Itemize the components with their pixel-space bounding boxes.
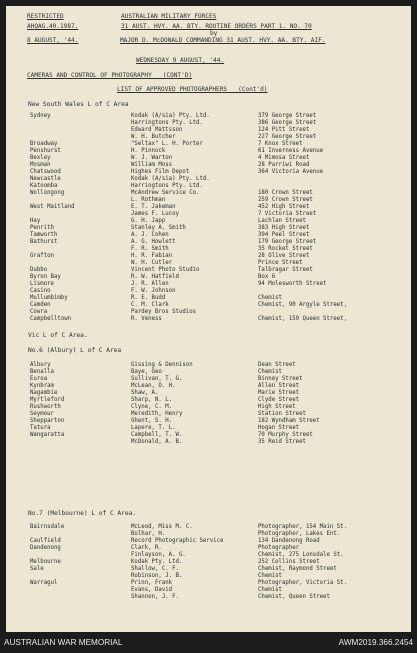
row-photographer: A. J. Cohen	[131, 232, 169, 238]
table-row	[6, 211, 411, 218]
row-place: Mullumbimby	[30, 295, 68, 301]
row-address: High Street	[258, 404, 296, 410]
row-place: Shepparton	[30, 418, 65, 424]
row-photographer: Campbell, T. W.	[131, 432, 183, 438]
row-photographer: Evans, David	[131, 587, 173, 593]
row-photographer: Vincent Photo Studio	[131, 267, 200, 273]
table-row	[6, 197, 411, 204]
row-photographer: Lapere, T. L.	[131, 425, 176, 431]
row-address: Chemist, Queen Street	[258, 594, 330, 600]
row-place: Camden	[30, 302, 51, 308]
table-row	[6, 148, 411, 155]
table-row	[6, 369, 411, 376]
table-row	[6, 383, 411, 390]
row-photographer: R. Veness	[131, 316, 162, 322]
archive-name: AUSTRALIAN WAR MEMORIAL	[4, 638, 123, 647]
row-photographer: Prinn, Frank	[131, 580, 173, 586]
row-place: Mosman	[30, 162, 51, 168]
row-place: Wangaratta	[30, 432, 65, 438]
row-address: 180 Crown Street	[258, 190, 313, 196]
row-photographer: Record Photographic Service	[131, 538, 224, 544]
table-row	[6, 425, 411, 432]
row-place: Sale	[30, 566, 44, 572]
reference-number: AHQAG.40.1987.	[27, 23, 79, 30]
row-address: Marie Street	[258, 390, 300, 396]
table-row	[6, 559, 411, 566]
table-row	[6, 362, 411, 369]
row-place: Broadway	[30, 141, 58, 147]
row-address: Photographer	[258, 545, 300, 551]
table-row	[6, 573, 411, 580]
row-address: Chemist, 159 Queen Street,	[258, 316, 348, 322]
row-photographer: Sullivan, T. G.	[131, 376, 183, 382]
row-place: Sydney	[30, 113, 51, 119]
table-row	[6, 190, 411, 197]
table-row	[6, 281, 411, 288]
row-photographer: Kodak (A/sia) Pty. Ltd.	[131, 176, 210, 182]
row-address: 134 Dandenong Road	[258, 538, 320, 544]
row-place: Melbourne	[30, 559, 61, 565]
row-address: 452 High Street	[258, 204, 310, 210]
row-photographer: Baye, Geo	[131, 369, 162, 375]
row-photographer: H. Pinnock	[131, 148, 166, 154]
table-row	[6, 302, 411, 309]
row-place: Casino	[30, 288, 51, 294]
document-page	[6, 6, 411, 632]
row-photographer: Clark, R.	[131, 545, 162, 551]
row-photographer: Edward Mattsson	[131, 127, 183, 133]
row-photographer: McDonald, A. B.	[131, 439, 183, 445]
row-place: Chatswood	[30, 169, 61, 175]
row-place: Katoomba	[30, 183, 58, 189]
row-address: Chemist, 90 Argyle Street,	[258, 302, 348, 308]
table-row	[6, 566, 411, 573]
section-title: No.7 (Melbourne) L of C Area.	[28, 510, 137, 517]
table-row	[6, 162, 411, 169]
row-address: 182 Wyndham Street	[258, 418, 320, 424]
table-row	[6, 411, 411, 418]
section-title: Vic L of C Area.	[28, 332, 88, 339]
table-row	[6, 439, 411, 446]
row-photographer: Pardey Bros Studios	[131, 309, 197, 315]
table-row	[6, 552, 411, 559]
row-place: Lismore	[30, 281, 54, 287]
table-row	[6, 418, 411, 425]
table-row	[6, 183, 411, 190]
table-row	[6, 432, 411, 439]
row-photographer: Kodak Pty. Ltd.	[131, 559, 183, 565]
row-address: 28 Parriwi Road	[258, 162, 310, 168]
row-address: 4 Mimosa Street	[258, 155, 310, 161]
orders-heading: 31 AUST. HVY. AA. BTY. ROUTINE ORDERS PART 1. NO. 70	[121, 23, 312, 30]
table-row	[6, 295, 411, 302]
row-photographer: Bulhar, H.	[131, 531, 166, 537]
row-photographer: Robinson, J. B.	[131, 573, 183, 579]
row-place: Kynbram	[30, 383, 54, 389]
table-row	[6, 239, 411, 246]
row-photographer: F. W. Johnson	[131, 288, 176, 294]
row-address: 7 Knox Street	[258, 141, 303, 147]
row-photographer: C. M. Clark	[131, 302, 169, 308]
row-place: Campbelltown	[30, 316, 72, 322]
classification-label: RESTRICTED	[27, 13, 64, 20]
row-address: Talbragar Street	[258, 267, 313, 273]
list-title: LIST OF APPROVED PHOTOGRAPHERS (Cont'd)	[117, 86, 268, 93]
row-place: Tamworth	[30, 232, 58, 238]
table-row	[6, 309, 411, 316]
row-address: Photographer, Victoria St.	[258, 580, 348, 586]
table-row	[6, 246, 411, 253]
row-photographer: James F. Lucoy	[131, 211, 179, 217]
row-place: Bathurst	[30, 239, 58, 245]
table-row	[6, 316, 411, 323]
row-place: Byron Bay	[30, 274, 61, 280]
row-address: 386 George Street	[258, 120, 317, 126]
row-address: Chemist	[258, 587, 282, 593]
row-place: Seymour	[30, 411, 54, 417]
table-row	[6, 155, 411, 162]
row-place: Hay	[30, 218, 41, 224]
row-place: Penshurst	[30, 148, 61, 154]
table-row	[6, 531, 411, 538]
row-place: Rushworth	[30, 404, 61, 410]
row-place: Dubbo	[30, 267, 48, 273]
row-address: 35 Reid Street	[258, 439, 306, 445]
archive-reference: AWM2019.366.2454	[338, 638, 413, 647]
row-place: Warragul	[30, 580, 58, 586]
row-photographer: Sharp, N. L.	[131, 397, 173, 403]
row-address: 259 Crown Street	[258, 197, 313, 203]
table-row	[6, 587, 411, 594]
row-photographer: Highes Film Depot	[131, 169, 190, 175]
row-photographer: J. R. Allen	[131, 281, 169, 287]
table-row	[6, 253, 411, 260]
row-photographer: Clyne, C. M.	[131, 404, 173, 410]
row-photographer: "Seltax" L. H. Porter	[131, 141, 203, 147]
row-place: Benalla	[30, 369, 54, 375]
row-address: 28 Olive Street	[258, 253, 310, 259]
row-address: 394 Peel Street	[258, 232, 310, 238]
row-photographer: Shannon, J. F.	[131, 594, 179, 600]
row-photographer: H. R. Fabian	[131, 253, 173, 259]
table-row	[6, 141, 411, 148]
row-place: Albury	[30, 362, 51, 368]
row-address: 61 Inverness Avenue	[258, 148, 324, 154]
table-row	[6, 288, 411, 295]
row-place: Tatura	[30, 425, 51, 431]
table-row	[6, 594, 411, 601]
row-place: Newcastle	[30, 176, 61, 182]
table-row	[6, 545, 411, 552]
row-address: 124 Pitt Street	[258, 127, 310, 133]
row-photographer: Kodak (A/sia) Pty. Ltd.	[131, 113, 210, 119]
row-place: Wollongong	[30, 190, 65, 196]
table-row	[6, 260, 411, 267]
row-place: Cowra	[30, 309, 48, 315]
row-place: Nagambie	[30, 390, 58, 396]
row-address: 94 Molesworth Street	[258, 281, 327, 287]
section-title: New South Wales L of C Area	[28, 101, 129, 108]
row-photographer: L. Rothman	[131, 197, 166, 203]
row-address: 179 George Street	[258, 239, 317, 245]
row-photographer: Stanley A. Smith	[131, 225, 186, 231]
row-photographer: Ghent, S. H.	[131, 418, 173, 424]
row-address: 35 Rocket Street	[258, 246, 313, 252]
row-photographer: Gissing & Dennison	[131, 362, 193, 368]
table-row	[6, 176, 411, 183]
row-photographer: Shallow, C. F.	[131, 566, 179, 572]
table-row	[6, 113, 411, 120]
table-row	[6, 274, 411, 281]
row-address: 383 High Street	[258, 225, 310, 231]
row-address: 70 Murphy Street	[258, 432, 313, 438]
row-photographer: R. E. Budd	[131, 295, 166, 301]
row-photographer: W. J. Warton	[131, 155, 173, 161]
issue-date: 8 AUGUST, '44.	[27, 37, 79, 44]
table-row	[6, 580, 411, 587]
row-photographer: William Moss	[131, 162, 173, 168]
table-row	[6, 232, 411, 239]
row-address: Photographer, 154 Main St.	[258, 524, 348, 530]
forces-heading: AUSTRALIAN MILITARY FORCES	[121, 13, 217, 20]
row-address: Hogan Street	[258, 425, 300, 431]
row-photographer: F. R. Smith	[131, 246, 169, 252]
row-place: Bairnsdale	[30, 524, 65, 530]
row-photographer: Finlayson, A. G.	[131, 552, 186, 558]
row-photographer: McLeod, Miss M. C.	[131, 524, 193, 530]
table-row	[6, 538, 411, 545]
row-address: Chemist	[258, 369, 282, 375]
row-address: 379 George Street	[258, 113, 317, 119]
row-address: Chemist, Raymond Street	[258, 566, 337, 572]
row-photographer: McLean, O. H.	[131, 383, 176, 389]
row-place: West Maitland	[30, 204, 75, 210]
row-photographer: Harringtons Pty. Ltd.	[131, 120, 203, 126]
table-row	[6, 218, 411, 225]
row-address: Chemist	[258, 295, 282, 301]
row-place: Penrith	[30, 225, 54, 231]
row-photographer: McAndrew Service Co.	[131, 190, 200, 196]
row-photographer: W. H. Cutler	[131, 260, 173, 266]
row-address: Station Street	[258, 411, 306, 417]
row-address: Lachlan Street	[258, 218, 306, 224]
row-address: Box 6	[258, 274, 276, 280]
row-photographer: Meredith, Henry	[131, 411, 183, 417]
row-address: 252 Collins Street	[258, 559, 320, 565]
commander-line: MAJOR D. McDONALD COMMANDING 31 AUST. HVY. AA. BTY. AIF.	[120, 37, 326, 44]
row-photographer: R. W. Hatfield	[131, 274, 179, 280]
table-row	[6, 404, 411, 411]
table-row	[6, 376, 411, 383]
table-row	[6, 127, 411, 134]
row-address: Chemist	[258, 573, 282, 579]
row-address: Clyde Street	[258, 397, 300, 403]
row-address: 364 Victoria Avenue	[258, 169, 324, 175]
row-address: Photographer, Lakes Ent.	[258, 531, 341, 537]
row-address: Allen Street	[258, 383, 300, 389]
row-place: Dandenong	[30, 545, 61, 551]
row-address: 227 George Street	[258, 134, 317, 140]
row-photographer: Shaw, A.	[131, 390, 159, 396]
table-row	[6, 267, 411, 274]
table-row	[6, 225, 411, 232]
row-address: Dean Street	[258, 362, 296, 368]
row-place: Myrtleford	[30, 397, 65, 403]
table-row	[6, 134, 411, 141]
row-photographer: W. H. Butcher	[131, 134, 176, 140]
row-address: Chemist, 275 Lonsdale St.	[258, 552, 344, 558]
row-place: Caulfield	[30, 538, 61, 544]
table-row	[6, 524, 411, 531]
archive-footer	[0, 632, 417, 653]
row-place: Euroa	[30, 376, 48, 382]
table-row	[6, 397, 411, 404]
row-address: Prince Street	[258, 260, 303, 266]
by-line: by	[210, 30, 218, 37]
row-photographer: G. H. Japp	[131, 218, 166, 224]
row-address: 7 Victoria Street	[258, 211, 317, 217]
row-photographer: Harringtons Pty. Ltd.	[131, 183, 203, 189]
row-address: Binney Street	[258, 376, 303, 382]
section-title: No.6 (Albury) L of C Area	[28, 347, 122, 354]
table-row	[6, 390, 411, 397]
row-place: Grafton	[30, 253, 54, 259]
row-place: Bexley	[30, 155, 51, 161]
subject-heading: CAMERAS AND CONTROL OF PHOTOGRAPHY (CONT'D)	[27, 72, 193, 79]
table-row	[6, 169, 411, 176]
row-photographer: E. T. Jakeman	[131, 204, 176, 210]
table-row	[6, 204, 411, 211]
table-row	[6, 120, 411, 127]
order-date: WEDNESDAY 9 AUGUST, '44.	[136, 57, 225, 64]
row-photographer: A. G. Howlett	[131, 239, 176, 245]
